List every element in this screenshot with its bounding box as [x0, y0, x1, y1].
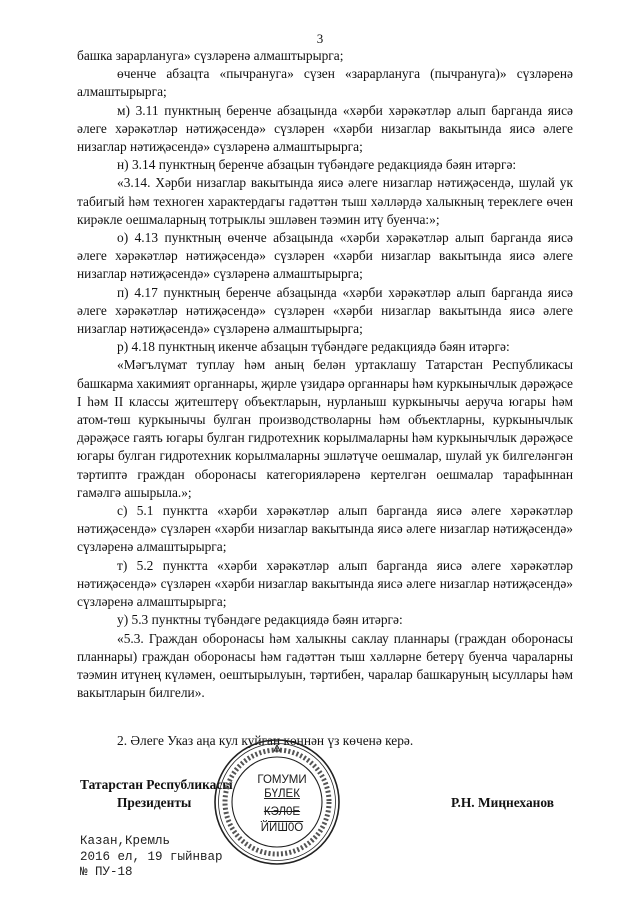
stamp-line-4: ЙИШ0О — [260, 822, 304, 834]
paragraph: с) 5.1 пунктта «хәрби хәрәкәтләр алып барганда яисә әлеге хәрәкәтләр нәтиҗәсендә» сүзләрен «хәрби низаглар вакытында яисә әлеге низаглар нәтиҗәсендә» сүзләренә алмаштырырга; — [77, 503, 573, 555]
signatory-title-line1: Татарстан Республикасы — [80, 777, 233, 792]
date-text: 2016 ел, 19 гыйнвар — [80, 849, 223, 864]
place-text: Казан,Кремль — [80, 834, 171, 848]
stamp-line-1: ГОМУМИ — [257, 774, 307, 786]
official-seal-stamp — [213, 738, 341, 866]
paragraph: у) 5.3 пунктны түбәндәге редакциядә бәян итәргә: — [117, 612, 403, 628]
paragraph: м) 3.11 пунктның беренче абзацында «хәрби хәрәкәтләр алып барганда яисә әлеге хәрәкәтләр нәтиҗәсендә» сүзләрен «хәрби низаглар вакытында яисә әлеге низаглар нәтиҗәсендә» сүзләренә алмаштырырга; — [77, 102, 573, 155]
paragraph: п) 4.17 пунктның беренче абзацында «хәрби хәрәкәтләр алып барганда яисә әлеге хәрәкәтләр нәтиҗәсендә» сүзләрен «хәрби низаглар вакытында яисә әлеге низаглар нәтиҗәсендә» сүзләренә алмаштырырга; — [77, 284, 573, 337]
document-number: № ПУ-18 — [80, 865, 133, 879]
stamp-line-2: БҮЛЕК — [264, 788, 300, 800]
signatory-name: Р.Н. Миңнеханов — [451, 795, 554, 810]
paragraph: башка зарарлануга» сүзләренә алмаштырырга; — [77, 48, 344, 63]
signatory-title-line2: Президенты — [117, 795, 192, 810]
paragraph: «Мәгълүмат туплау һәм аның белән уртаклашу Татарстан Республикасы башкарма хакимият органнары, җирле үзидарә органнары һәм куркынычлык дәрәҗәсе I һәм II классы җитештерү объектларын, нурланыш куркынычы аеруча югары һәм атом-төш куркынычы булган производстволарны һәм объектларны, куркынычлык дәрәҗәсе гаять югары булган гидротехник корылмаларны һәм куркынычлык дәрәҗәсе югары булган гидротехник корылмаларны эшләтүче оешмалар, шулай ук билгеләнгән тәртиптә граждан оборонасы категорияләренә кертелгән оешмалар тарафыннан гамәлгә ашырыла.»; — [77, 357, 573, 500]
paragraph: о) 4.13 пунктның өченче абзацында «хәрби хәрәкәтләр алып барганда яисә әлеге хәрәкәтләр нәтиҗәсендә» сүзләрен «хәрби низаглар вакытында яисә әлеге низаглар нәтиҗәсендә» сүзләренә алмаштырырга; — [77, 230, 573, 282]
signatory-title — [80, 776, 233, 812]
document-body — [77, 47, 573, 702]
paragraph: өченче абзацта «пычрануга» сүзен «зарарлануга (пычрануга)» сүзләренә алмаштырырга; — [77, 66, 573, 100]
decree-effective-line: 2. Әлеге Указ аңа кул куйган көннән үз көченә керә. — [117, 733, 414, 748]
paragraph: н) 3.14 пунктның беренче абзацын түбәндәге редакциядә бәян итәргә: — [117, 157, 517, 173]
paragraph: р) 4.18 пунктның икенче абзацын түбәндәге редакциядә бәян итәргә: — [117, 339, 510, 355]
paragraph: т) 5.2 пунктта «хәрби хәрәкәтләр алып барганда яисә әлеге хәрәкәтләр нәтиҗәсендә» сүзләрен «хәрби низаглар вакытында яисә әлеге низаглар нәтиҗәсендә» сүзләренә алмаштырырга; — [77, 557, 573, 610]
stamp-line-3: КЭЛ0Е — [263, 806, 301, 818]
place-date-block — [80, 834, 223, 881]
paragraph: «5.3. Граждан оборонасы һәм халыкны саклау планнары (граждан оборонасы планнары) граждан оборонасы һәм гадәттән тыш хәлләрне бетерү буенча чараларны тәэмин итүнең күләмен, оештырылуын, тәртибен, чаралар башкаруның ысуллары һәм вакытларын билгели». — [77, 630, 573, 701]
paragraph: «3.14. Хәрби низаглар вакытында яисә әлеге низаглар нәтиҗәсендә, шулай ук табигый һәм техноген характердагы гадәттән тыш хәлләрдә халыкның тереклеге өчен кирәкле оешмаларның тотрыклы эшләвен тәэмин итү буенча:»; — [77, 175, 573, 227]
page-number: 3 — [316, 31, 324, 46]
